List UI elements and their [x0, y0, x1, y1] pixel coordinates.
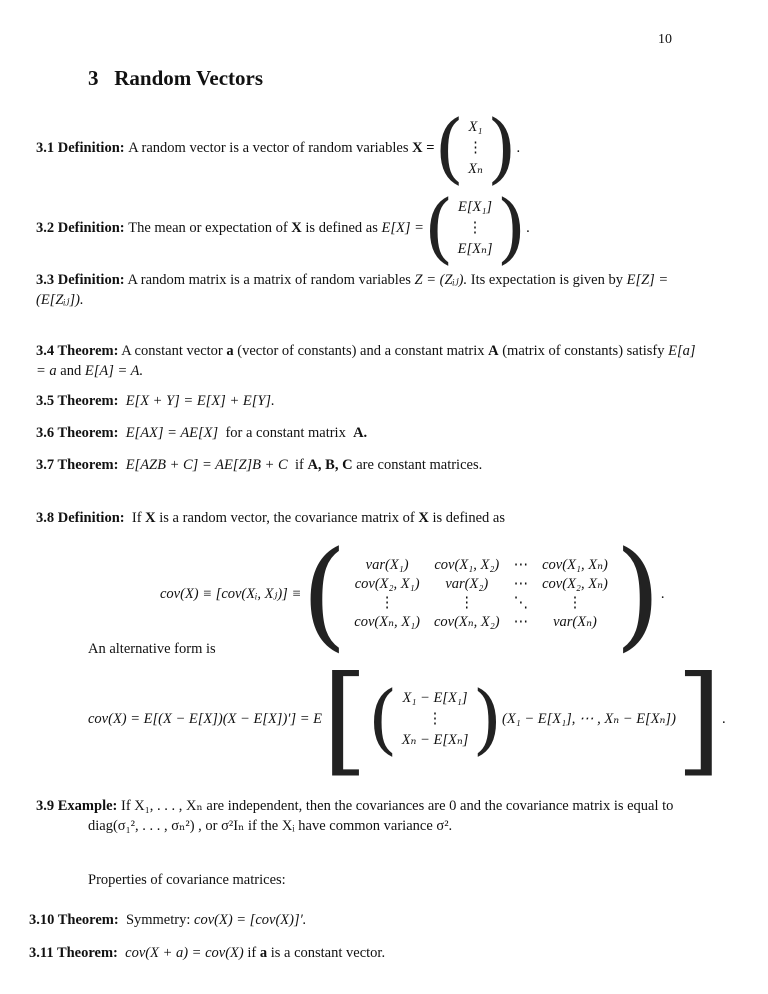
- vector-entry: X₁ − E[X₁]: [402, 689, 468, 706]
- definition-text: If: [131, 510, 142, 526]
- matrix-cell: cov(X₂, X₁): [354, 576, 420, 592]
- theorem-text: if: [294, 457, 304, 473]
- section-title: Random Vectors: [114, 66, 264, 90]
- definition-text-2: is defined as: [305, 219, 378, 236]
- row-vector: (X₁ − E[X₁], ⋯ , Xₙ − E[Xₙ]): [502, 710, 676, 727]
- matrix-row: [347, 575, 615, 594]
- example-text-2: diag(σ₁², . . . , σₙ²) , or σ²Iₙ if the Xᵢ have common variance σ².: [88, 818, 453, 834]
- matrix-cell: ⋮: [459, 595, 475, 611]
- theorem-label: 3.4 Theorem:: [36, 343, 119, 359]
- section-heading: [88, 66, 263, 91]
- definition-label: 3.8 Definition:: [36, 510, 125, 526]
- math-inline: E[a] = a: [36, 343, 696, 379]
- vector-entries: [454, 197, 497, 260]
- alternative-form-display: [88, 650, 726, 788]
- vector-entry: ⋮: [427, 710, 443, 727]
- matrix-cell: cov(X₁, X₂): [434, 557, 500, 573]
- matrix-cell: ⋯: [513, 576, 529, 592]
- math-lhs: cov(X) ≡ [cov(Xᵢ, Xⱼ)] ≡: [160, 585, 302, 602]
- theorem-text: (vector of constants) and a constant matrix: [237, 343, 485, 359]
- page-number: 10: [658, 32, 672, 47]
- matrix-cell: cov(Xₙ, X₁): [354, 614, 420, 630]
- period: .: [516, 139, 521, 156]
- math-inline: cov(X) = [cov(X)]′.: [194, 912, 307, 928]
- theorem-text: if: [247, 945, 257, 961]
- theorem-text: and: [60, 363, 82, 379]
- math-var: X: [291, 219, 302, 236]
- theorem-text: Symmetry:: [125, 912, 191, 928]
- vector-entries: [464, 117, 487, 180]
- theorem-text: is a constant vector.: [270, 945, 386, 961]
- right-paren: ): [472, 674, 502, 763]
- right-paren: ): [496, 183, 527, 272]
- covariance-matrix: [347, 556, 615, 632]
- math-inline: E[AZB + C] = AE[Z]B + C: [125, 457, 288, 473]
- section-number: 3: [88, 66, 99, 90]
- math-inline: E[A] = A.: [84, 363, 144, 379]
- vector-entries: [398, 688, 473, 751]
- definition-label: 3.3 Definition:: [36, 272, 125, 288]
- period: .: [660, 585, 665, 602]
- vector-entry: E[Xₙ]: [457, 240, 493, 257]
- example-3-9: [36, 796, 726, 836]
- covariance-matrix-display: [160, 525, 665, 663]
- math-inline: cov(X + a) = cov(X): [125, 945, 244, 961]
- matrix-cell: cov(X₁, Xₙ): [542, 557, 608, 573]
- matrix-cell: var(X₂): [445, 576, 489, 592]
- definition-text: is defined as: [432, 510, 505, 526]
- definition-text-2: Its expectation is given by: [470, 272, 623, 288]
- right-paren: ): [486, 103, 517, 192]
- theorem-label: 3.5 Theorem:: [36, 393, 119, 409]
- theorem-3-11: [29, 945, 385, 962]
- example-text: If X₁, . . . , Xₙ are independent, then the covariances are 0 and the covariance matrix is equal to: [120, 798, 674, 814]
- matrix-cell: ⋯: [513, 557, 529, 573]
- math-inline: E[Z] = (E[Zᵢⱼ]).: [36, 272, 669, 308]
- math-var: X: [418, 510, 429, 526]
- matrix-cell: var(Xₙ): [553, 614, 597, 630]
- vector-entry: X₁: [468, 118, 483, 135]
- theorem-label: 3.7 Theorem:: [36, 457, 119, 473]
- matrix-cell: ⋮: [379, 595, 395, 611]
- theorem-3-5: [36, 393, 275, 410]
- math-lhs: cov(X) = E[(X − E[X])(X − E[X])′] = E: [88, 710, 322, 727]
- definition-label: 3.2 Definition:: [36, 219, 125, 236]
- math-lhs: E[X] =: [381, 219, 424, 236]
- theorem-text: A constant vector: [121, 343, 223, 359]
- left-bracket: [: [321, 650, 369, 788]
- definition-3-3: [36, 270, 696, 310]
- definition-text: A random vector is a vector of random variables: [128, 139, 409, 156]
- matrix-row: [347, 594, 615, 613]
- vector-entry: E[X₁]: [458, 198, 493, 215]
- definition-label: 3.1 Definition:: [36, 139, 125, 156]
- theorem-text: (matrix of constants) satisfy: [502, 343, 665, 359]
- theorem-3-10: [29, 912, 306, 929]
- math-var: A, B, C: [307, 457, 353, 473]
- matrix-row: [347, 613, 615, 632]
- theorem-label: 3.6 Theorem:: [36, 425, 119, 441]
- theorem-text: for a constant matrix: [225, 425, 346, 441]
- vector-entry: Xₙ: [468, 160, 483, 177]
- theorem-3-7: [36, 457, 482, 474]
- right-paren: ): [614, 525, 661, 663]
- math-inline: Z = (Zᵢⱼ).: [414, 272, 468, 288]
- definition-3-1: [36, 103, 521, 192]
- math-lhs: X =: [412, 139, 435, 156]
- math-var: a: [226, 343, 234, 359]
- left-paren: (: [368, 674, 398, 763]
- matrix-cell: ⋱: [513, 595, 529, 611]
- theorem-label: 3.10 Theorem:: [29, 912, 119, 928]
- matrix-cell: cov(X₂, Xₙ): [542, 576, 608, 592]
- theorem-text: are constant matrices.: [356, 457, 483, 473]
- vector-entry: ⋮: [468, 139, 483, 156]
- left-paren: (: [301, 525, 348, 663]
- theorem-label: 3.11 Theorem:: [29, 945, 118, 961]
- matrix-cell: cov(Xₙ, X₂): [433, 614, 500, 630]
- vector-entry: ⋮: [467, 219, 483, 236]
- theorem-3-6: [36, 425, 367, 442]
- math-var: A.: [353, 425, 368, 441]
- example-label: 3.9 Example:: [36, 798, 118, 814]
- definition-3-8: [36, 510, 505, 527]
- alternative-form-text: An alternative form is: [88, 641, 216, 657]
- definition-text: A random matrix is a matrix of random variables: [127, 272, 411, 288]
- matrix-cell: var(X₁): [365, 557, 409, 573]
- definition-3-2: [36, 183, 530, 272]
- properties-heading: Properties of covariance matrices:: [88, 872, 286, 888]
- matrix-cell: ⋮: [567, 595, 583, 611]
- vector-entry: Xₙ − E[Xₙ]: [401, 731, 469, 748]
- matrix-cell: ⋯: [513, 614, 529, 630]
- left-paren: (: [423, 183, 454, 272]
- matrix-row: [347, 556, 615, 575]
- math-var: A: [488, 343, 499, 359]
- theorem-3-4: [36, 341, 696, 381]
- math-var: a: [259, 945, 268, 961]
- period: .: [526, 219, 530, 236]
- left-paren: (: [434, 103, 465, 192]
- definition-text: is a random vector, the covariance matrix of: [159, 510, 415, 526]
- period: .: [721, 710, 726, 727]
- math-inline: E[X + Y] = E[X] + E[Y].: [125, 393, 275, 409]
- right-bracket: ]: [675, 650, 722, 788]
- definition-text: The mean or expectation of: [128, 219, 288, 236]
- math-inline: E[AX] = AE[X]: [125, 425, 219, 441]
- math-var: X: [145, 510, 156, 526]
